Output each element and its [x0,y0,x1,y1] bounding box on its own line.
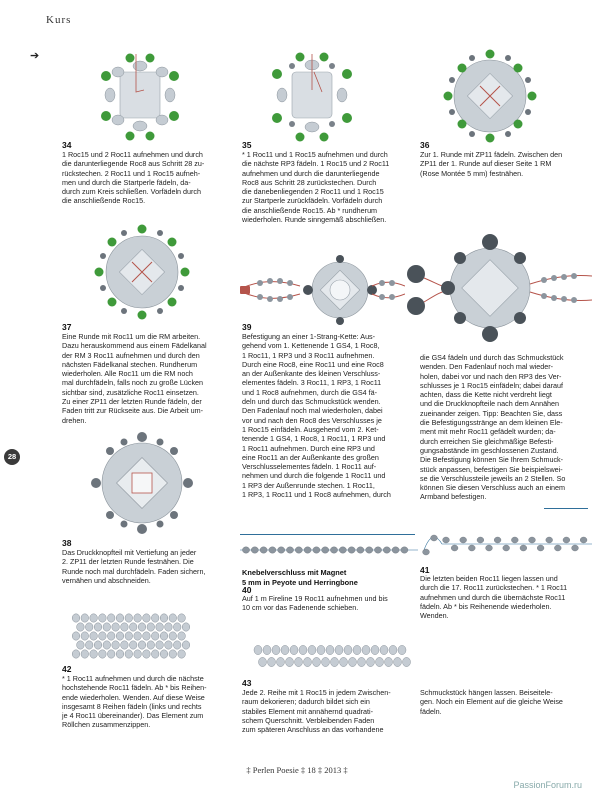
step-number-42: 42 [62,664,72,674]
page-footer: ‡ Perlen Poesie ‡ 18 ‡ 2013 ‡ [246,765,348,775]
illustration-step-35 [262,52,362,142]
step-number-39: 39 [242,322,252,332]
page-number: 28 [4,449,20,465]
step-text-34: 1 Roc15 und 2 Roc11 aufnehmen und durch die darunterliegende Roc8 aus Schritt 28 zu- rückstechen. 2 Roc11 und 1 Roc15 aufneh- men und durch die Startperle fädeln, da- durch zum Kreis schließen. Vorfädeln durch die anschließende Roc15. [62,150,205,206]
section-title: Knebelverschluss mit Magnet 5 mm in Peyote und Herringbone [242,568,358,587]
step-number-40: 40 [242,585,252,595]
illustration-step-34 [92,52,188,142]
illustration-step-41 [420,530,592,564]
section-divider [240,534,415,535]
step-text-41: Die letzten beiden Roc11 liegen lassen und durch die 17. Roc11 zurückstechen. * 1 Roc11 aufnehmen und durch die übernächste Roc11 fädeln. Ab * bis Reihenende wiederholen. Wenden. [420,574,568,621]
step-text-38: Das Druckknopfteil mit Vertiefung an jeder 2. ZP11 der letzten Runde festnähen. Die Runde noch mal durchfädeln. Faden sichern, vernähen und abschneiden. [62,548,206,585]
step-number-41: 41 [420,565,430,575]
step-text-39-continued: die GS4 fädeln und durch das Schmuckstück wenden. Den Fadenlauf noch mal wieder- holen, dabei vor und nach den RP3 des Ver- schlusses je 1 Roc15 einfädeln; dabei darauf achten, dass die Kette nicht verdreht liegt und die Druckknopfteile nach dem Annähen zueinander zeigen. Tipp: Beachten Sie, dass die Befestigungsstränge an dem kleinen Ele- ment mit mehr Roc11 gefädelt wurden; da- durch erreichen Sie gleichmäßige Befesti- gungsabstände im geschlossenen Zustand. Die Befestigung können Sie Ihrem Schmuck- stück anpassen, befestigen Sie beispielswei- se die Verschlussteile jeweils an 2 Stellen. So können Sie diesen Verschluss auch an einem Armband befestigen. [420,353,566,502]
illustration-step-36 [440,48,540,144]
section-header: Kurs [46,14,72,26]
illustration-step-38 [86,430,198,536]
illustration-step-43 [252,642,412,672]
step-number-38: 38 [62,538,72,548]
illustration-step-37 [90,222,194,322]
decorative-line [544,508,588,509]
step-text-40: Auf 1 m Fireline 19 Roc11 aufnehmen und bis 10 cm vor das Fadenende schieben. [242,594,388,613]
watermark: PassionForum.ru [513,780,582,790]
step-text-35: * 1 Roc11 und 1 Roc15 aufnehmen und durch die nächste RP3 fädeln. 1 Roc15 und 2 Roc11 aufnehmen und durch die darunterliegende Roc8 aus Schritt 28 zurückstechen. Durch die danebenliegenden 2 Roc11 und 1 Roc15 zur Startperle zurückfädeln. Vorfädeln durch die anschließende Roc15. Ab * rundherum wiederholen. Runde sinngemäß abschließen. [242,150,390,225]
arrow-icon: ➔ [30,50,40,62]
step-text-43-continued: Schmuckstück hängen lassen. Beiseitele- gen. Noch ein Element auf die gleiche Weise fädeln. [420,688,563,716]
step-text-43: Jede 2. Reihe mit 1 Roc15 in jedem Zwischen- raum dekorieren; dadurch bildet sich ein stabiles Element mit annähernd quadrati- schem Querschnitt. Verbleibenden Faden zum späteren Anschluss an das vorhandene [242,688,391,735]
step-text-39: Befestigung an einer 1-Strang-Kette: Aus- gehend vom 1. Kettenende 1 GS4, 1 Roc8, 1 Roc11, 1 RP3 und 3 Roc11 aufnehmen. Durch eine Roc8, eine Roc11 und eine Roc8 an der Außenkante des kleinen Verschluss- elementes fädeln. 3 Roc11, 1 RP3, 1 Roc11 und 1 Roc8 aufnehmen, durch die GS4 fä- deln und durch das Schmuckstück wenden. Den Fadenlauf noch mal wiederholen, dabei vor und nach den Roc8 des Verschlusses je 1 Roc15 einfädeln. Ausgehend vom 2. Ket- tenende 1 GS4, 1 Roc8, 1 Roc11, 1 RP3 und 1 Roc11 aufnehmen. Durch eine RP3 und eine Roc11 an der Außenkante des großen Verschlusselementes fädeln. 1 Roc11 auf- nehmen und durch die folgende 1 Roc11 und 1 RP3 der Außenrunde stechen. 1 Roc11, 1 RP3, 1 Roc11 und 1 Roc8 aufnehmen, durch [242,332,391,500]
step-text-37: Eine Runde mit Roc11 um die RM arbeiten. Dazu herauskommend aus einem Fädelkanal der RM 3 Roc11 aufnehmen und durch den nächsten Fädelkanal stechen. Rundherum wiederholen. Alle Roc11 um die RM noch mal durchfädeln, falls noch zu große Lücken sichtbar sind, zusätzliche Roc11 einsetzen. Zu einer ZP11 der letzten Runde fädeln, der Faden tritt zur Rückseite aus. Die Arbeit um- drehen. [62,332,207,425]
step-number-35: 35 [242,140,252,150]
step-number-36: 36 [420,140,430,150]
step-number-43: 43 [242,678,252,688]
illustration-step-39-small-element [240,250,405,328]
step-number-37: 37 [62,322,72,332]
step-number-34: 34 [62,140,72,150]
illustration-step-42 [70,612,190,662]
illustration-step-39-large-element [404,234,592,342]
step-text-42: * 1 Roc11 aufnehmen und durch die nächste hochstehende Roc11 fädeln. Ab * bis Reihen- ende wiederholen. Wenden. Auf diese Weise insgesamt 8 Reihen fädeln (links und rechts je 4 Roc11 übereinander). Das Element zum Röllchen zusammenzippen. [62,674,207,730]
step-text-36: Zur 1. Runde mit ZP11 fädeln. Zwischen den ZP11 der 1. Runde auf dieser Seite 1 RM (Rose Montée 5 mm) festnähen. [420,150,563,178]
illustration-bead-strand [240,540,418,560]
